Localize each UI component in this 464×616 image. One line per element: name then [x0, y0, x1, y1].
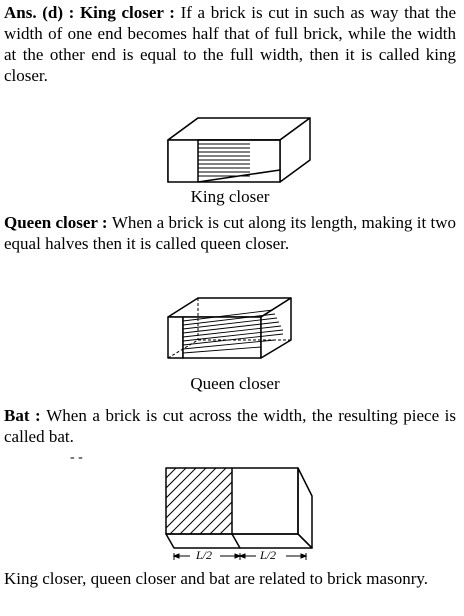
queen-closer-definition: When a brick is cut along its length, making it two equal halves then it is called queen closer.: [4, 213, 456, 253]
bat-drawing: [160, 466, 320, 570]
stray-mark: - -: [70, 450, 83, 465]
queen-closer-heading: Queen closer :: [4, 213, 112, 232]
bat-dimension-left: L/2: [196, 548, 213, 562]
king-closer-drawing: [160, 110, 320, 190]
bat-definition: When a brick is cut across the width, the resulting piece is called bat.: [4, 406, 456, 446]
king-closer-figure: [160, 110, 320, 190]
summary-paragraph: King closer, queen closer and bat are related to brick masonry.: [4, 569, 428, 588]
bat-dimension-right: L/2: [260, 548, 277, 562]
king-closer-caption: King closer: [190, 187, 270, 206]
bat-figure: [160, 466, 320, 570]
queen-closer-figure: [163, 292, 303, 372]
king-closer-paragraph: [4, 2, 456, 86]
queen-closer-paragraph: [4, 212, 456, 254]
queen-closer-caption: Queen closer: [190, 374, 280, 393]
bat-paragraph: [4, 405, 456, 447]
king-closer-heading: Ans. (d) : King closer :: [4, 3, 181, 22]
queen-closer-drawing: [163, 292, 303, 372]
king-closer-definition: If a brick is cut in such as way that the width of one end becomes half that of full brick, while the width at the other end is equal to the full width, then it is called king closer.: [4, 3, 456, 85]
bat-heading: Bat :: [4, 406, 47, 425]
